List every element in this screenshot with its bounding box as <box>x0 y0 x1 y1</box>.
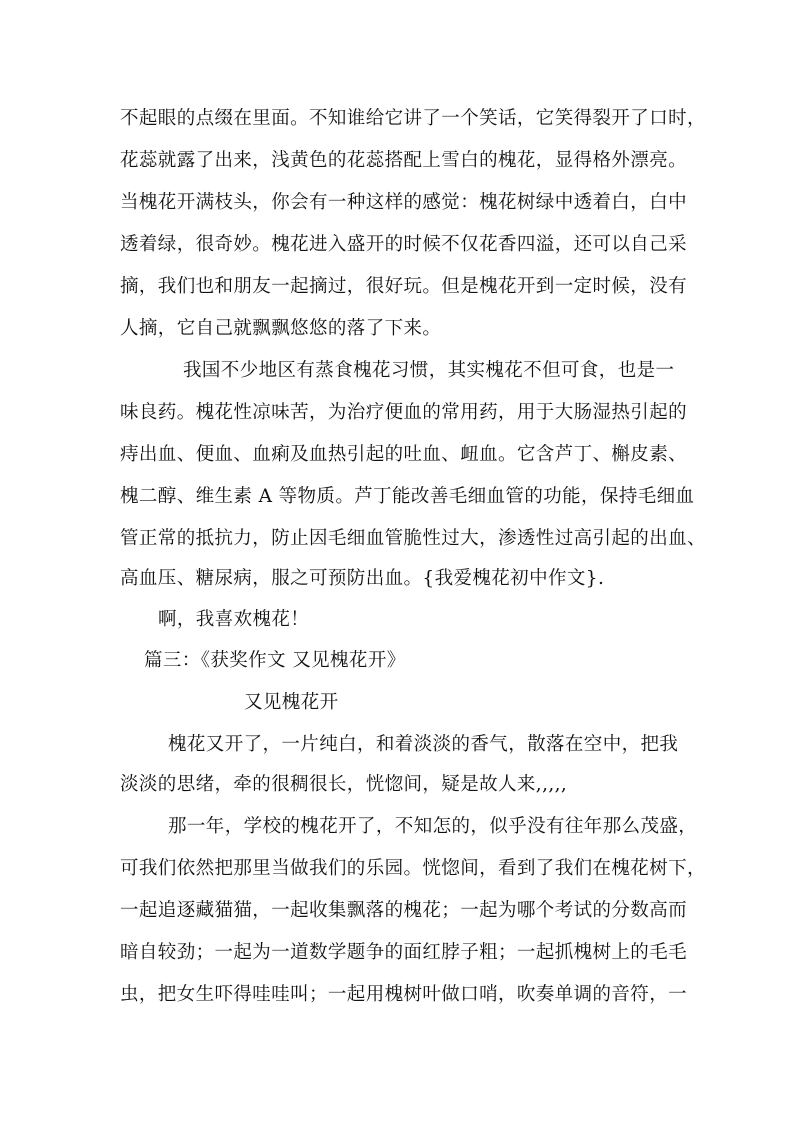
paragraph-line-11: 管正常的抵抗力，防止因毛细血管脆性过大，渗透性过高引起的出血、 <box>120 528 706 549</box>
paragraph-line-5: 摘，我们也和朋友一起摘过，很好玩。但是槐花开到一定时候，没有 <box>120 276 688 297</box>
paragraph-line-16: 那一年，学校的槐花开了，不知怎的，似乎没有往年那么茂盛， <box>168 816 698 837</box>
section-heading: 篇三：《获奖作文 又见槐花开》 <box>144 650 406 671</box>
paragraph-line-9: 痔出血、便血、血痢及血热引起的吐血、衄血。它含芦丁、槲皮素、 <box>120 444 688 465</box>
paragraph-line-3: 当槐花开满枝头，你会有一种这样的感觉：槐花树绿中透着白，白中 <box>120 192 688 213</box>
paragraph-line-20: 虫，把女生吓得哇哇叫；一起用槐树叶做口哨，吹奏单调的音符，一 <box>120 984 688 1005</box>
paragraph-line-4: 透着绿，很奇妙。槐花进入盛开的时候不仅花香四溢，还可以自己采 <box>120 234 688 255</box>
paragraph-line-15: 淡淡的思绪，牵的很稠很长，恍惚间，疑是故人来,,,,, <box>120 774 568 795</box>
paragraph-line-13: 啊，我喜欢槐花！ <box>158 609 310 630</box>
paragraph-line-2: 花蕊就露了出来，浅黄色的花蕊搭配上雪白的槐花，显得格外漂亮。 <box>120 150 688 171</box>
paragraph-line-10: 槐二醇、维生素 A 等物质。芦丁能改善毛细血管的功能，保持毛细血 <box>120 486 695 507</box>
paragraph-line-1: 不起眼的点缀在里面。不知谁给它讲了一个笑话，它笑得裂开了口时， <box>120 108 706 129</box>
essay-title: 又见槐花开 <box>244 692 339 713</box>
paragraph-line-17: 可我们依然把那里当做我们的乐园。恍惚间，看到了我们在槐花树下， <box>120 858 706 879</box>
paragraph-line-19: 暗自较劲；一起为一道数学题争的面红脖子粗；一起抓槐树上的毛毛 <box>120 942 688 963</box>
paragraph-line-12: 高血压、糖尿病，服之可预防出血。{我爱槐花初中作文}. <box>120 568 605 589</box>
paragraph-line-8: 味良药。槐花性凉味苦，为治疗便血的常用药，用于大肠湿热引起的 <box>120 402 688 423</box>
paragraph-line-18: 一起追逐藏猫猫，一起收集飘落的槐花；一起为哪个考试的分数高而 <box>120 900 688 921</box>
paragraph-line-7: 我国不少地区有蒸食槐花习惯，其实槐花不但可食，也是一 <box>183 360 675 381</box>
paragraph-line-14: 槐花又开了，一片纯白，和着淡淡的香气，散落在空中，把我 <box>168 734 679 755</box>
paragraph-line-6: 人摘，它自己就飘飘悠悠的落了下来。 <box>120 318 442 339</box>
